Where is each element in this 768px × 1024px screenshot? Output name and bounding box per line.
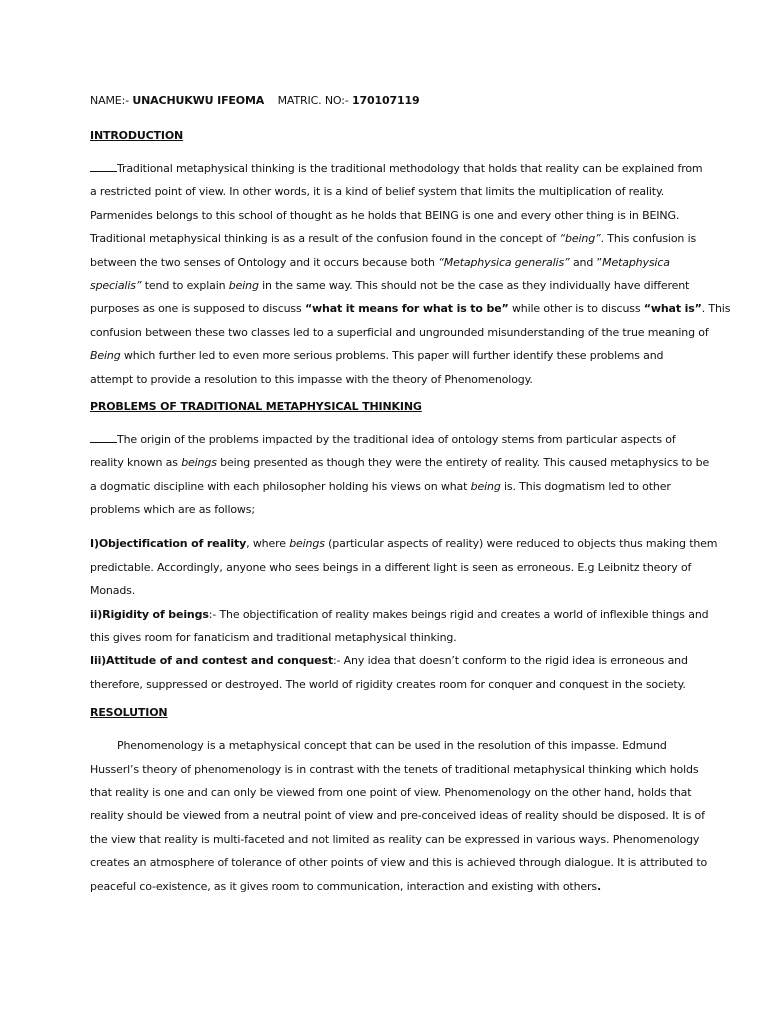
- paragraph-line: that reality is one and can only be viewed from one point of view. Phenomenology on the other hand, holds that: [90, 785, 692, 799]
- paragraph-line: confusion between these two classes led to a superficial and ungrounded misunderstanding of the true meaning of: [90, 325, 709, 339]
- student-info: [90, 92, 690, 110]
- list-item-continuation: Monads.: [90, 584, 136, 598]
- introduction-heading: INTRODUCTION: [90, 129, 184, 142]
- list-item-continuation: therefore, suppressed or destroyed. The world of rigidity creates room for conquer and conquest in the society.: [90, 677, 686, 691]
- list-item: Iii)Attitude of and contest and conquest:- Any idea that doesn’t conform to the rigid idea is erroneous and: [90, 654, 688, 668]
- paragraph-line: reality known as beings being presented as though they were the entirety of reality. This caused metaphysics to be: [90, 456, 710, 470]
- problems-paragraph: [90, 428, 710, 522]
- paragraph-line: Parmenides belongs to this school of thought as he holds that BEING is one and every other thing is in BEING.: [90, 208, 680, 222]
- list-item: I)Objectification of reality, where beings (particular aspects of reality) were reduced to objects thus making them: [90, 537, 718, 551]
- paragraph-line: a restricted point of view. In other words, it is a kind of belief system that limits the multiplication of reality.: [90, 185, 665, 199]
- paragraph-line: Traditional metaphysical thinking is the traditional methodology that holds that reality can be explained from: [117, 162, 703, 175]
- document-page: [90, 92, 731, 898]
- matric-label: MATRIC. NO:-: [277, 94, 349, 107]
- list-item-continuation: predictable. Accordingly, anyone who sees beings in a different light is seen as erroneous. E.g Leibnitz theory of: [90, 560, 692, 574]
- matric-number: 170107119: [351, 94, 420, 107]
- resolution-paragraph: [90, 734, 708, 898]
- list-item-continuation: this gives room for fanaticism and traditional metaphysical thinking.: [90, 631, 457, 645]
- paragraph-line: creates an atmosphere of tolerance of other points of view and this is achieved through dialogue. It is attributed to: [90, 856, 708, 870]
- paragraph-line: problems which are as follows;: [90, 503, 255, 517]
- paragraph-line: the view that reality is multi-faceted and not limited as reality can be expressed in various ways. Phenomenology: [90, 832, 700, 846]
- paragraph-line: The origin of the problems impacted by the traditional idea of ontology stems from particular aspects of: [117, 432, 676, 446]
- student-name: UNACHUKWU IFEOMA: [132, 94, 265, 107]
- paragraph-line: peaceful co-existence, as it gives room to communication, interaction and existing with others.: [90, 879, 601, 893]
- paragraph-line: attempt to provide a resolution to this impasse with the theory of Phenomenology.: [90, 372, 533, 386]
- paragraph-line: specialis” tend to explain being in the same way. This should not be the case as they individually have different: [90, 278, 690, 292]
- paragraph-line: between the two senses of Ontology and it occurs because both “Metaphysica generalis” and ”Metaphysica: [90, 255, 670, 269]
- resolution-heading: RESOLUTION: [90, 706, 168, 720]
- indent-underline: [90, 162, 117, 172]
- paragraph-line: Being which further led to even more serious problems. This paper will further identify these problems and: [90, 349, 664, 363]
- indent-underline: [90, 433, 117, 443]
- list-item: ii)Rigidity of beings:- The objectification of reality makes beings rigid and creates a world of inflexible things and: [90, 607, 709, 621]
- name-label: NAME:-: [90, 94, 129, 107]
- paragraph-line: reality should be viewed from a neutral point of view and pre-conceived ideas of reality should be disposed. It is of: [90, 809, 705, 823]
- problems-list: [90, 532, 718, 696]
- paragraph-line: a dogmatic discipline with each philosopher holding his views on what being is. This dogmatism led to other: [90, 479, 671, 493]
- introduction-paragraph: [90, 157, 731, 391]
- paragraph-line: Phenomenology is a metaphysical concept that can be used in the resolution of this impasse. Edmund: [117, 739, 667, 753]
- paragraph-line: Traditional metaphysical thinking is as a result of the confusion found in the concept of “being”. This confusion is: [90, 232, 697, 246]
- paragraph-line: Husserl’s theory of phenomenology is in contrast with the tenets of traditional metaphysical thinking which holds: [90, 762, 699, 776]
- problems-heading: PROBLEMS OF TRADITIONAL METAPHYSICAL THINKING: [90, 399, 422, 413]
- paragraph-line: purposes as one is supposed to discuss “what it means for what is to be” while other is to discuss “what is”. This: [90, 302, 731, 316]
